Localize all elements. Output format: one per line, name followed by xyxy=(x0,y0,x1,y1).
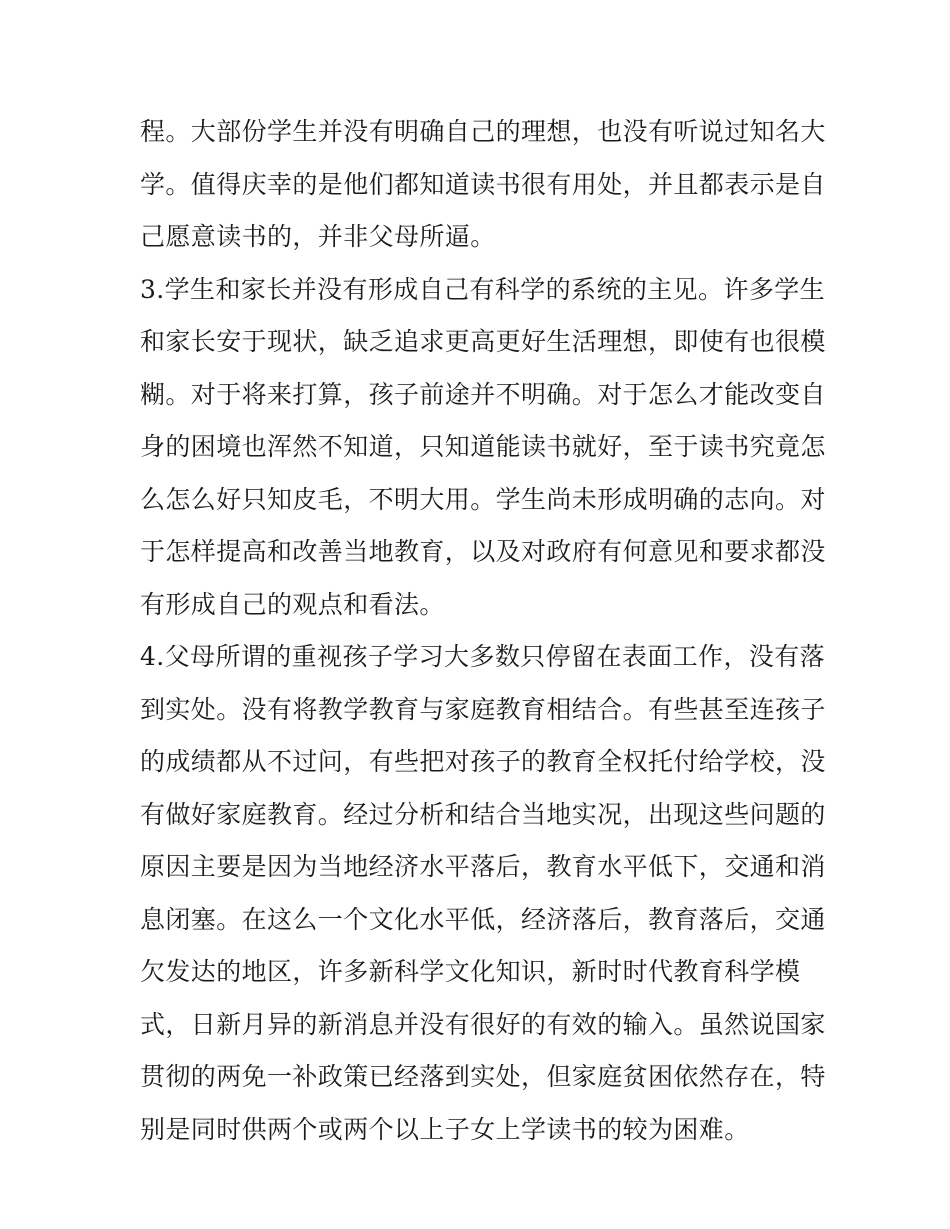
body-text xyxy=(140,106,830,1156)
text-line: 4.父母所谓的重视孩子学习大多数只停留在表面工作，没有落 xyxy=(140,642,826,671)
text-line: 别是同时供两个或两个以上子女上学读书的较为困难。 xyxy=(140,1114,750,1144)
text-line: 式，日新月异的新消息并没有很好的有效的输入。虽然说国家 xyxy=(140,1009,826,1039)
text-line: 3.学生和家长并没有形成自己有科学的系统的主见。许多学生 xyxy=(140,274,826,304)
text-line: 原因主要是因为当地经济水平落后，教育水平低下，交通和消 xyxy=(140,852,826,881)
text-line: 息闭塞。在这么一个文化水平低，经济落后，教育落后，交通 xyxy=(140,904,826,934)
text-line: 贯彻的两免一补政策已经落到实处，但家庭贫困依然存在，特 xyxy=(140,1062,826,1091)
text-line: 欠发达的地区，许多新科学文化知识，新时时代教育科学模 xyxy=(140,957,801,986)
text-line: 糊。对于将来打算，孩子前途并不明确。对于怎么才能改变自 xyxy=(140,379,826,409)
text-line: 学。值得庆幸的是他们都知道读书很有用处，并且都表示是自 xyxy=(140,169,826,199)
text-line: 身的困境也浑然不知道，只知道能读书就好，至于读书究竟怎 xyxy=(140,432,826,461)
text-line: 么怎么好只知皮毛，不明大用。学生尚未形成明确的志向。对 xyxy=(140,484,826,514)
text-line: 和家长安于现状，缺乏追求更高更好生活理想，即使有也很模 xyxy=(140,327,826,356)
text-line: 于怎样提高和改善当地教育，以及对政府有何意见和要求都没 xyxy=(140,537,826,566)
text-line: 有形成自己的观点和看法。 xyxy=(140,589,445,619)
text-line: 有做好家庭教育。经过分析和结合当地实况，出现这些问题的 xyxy=(140,799,826,829)
text-line: 己愿意读书的，并非父母所逼。 xyxy=(140,222,496,251)
text-line: 程。大部份学生并没有明确自己的理想，也没有听说过知名大 xyxy=(140,117,826,146)
text-line: 到实处。没有将教学教育与家庭教育相结合。有些甚至连孩子 xyxy=(140,694,826,724)
text-line: 的成绩都从不过问，有些把对孩子的教育全权托付给学校，没 xyxy=(140,747,826,776)
